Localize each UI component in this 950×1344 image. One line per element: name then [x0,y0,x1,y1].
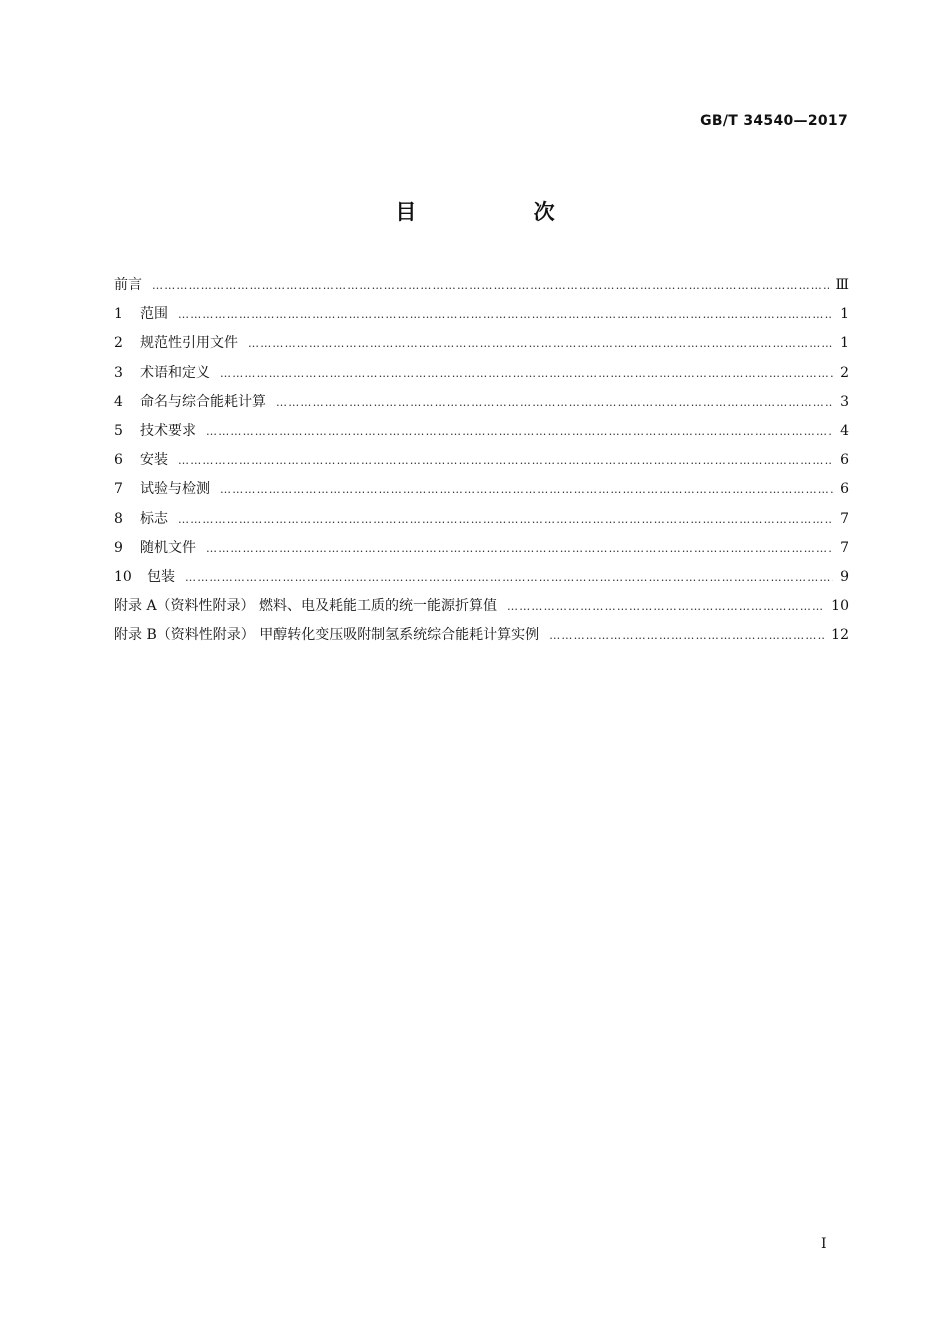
toc-leader-dots [178,446,833,475]
toc-entry-label: 附录 B（资料性附录） 甲醇转化变压吸附制氢系统综合能耗计算实例 [114,627,540,644]
toc-entry-installation[interactable] [114,446,849,475]
toc-entry-number: 2 [114,335,123,352]
toc-entry-page: 6 [840,481,849,498]
toc-leader-dots [185,563,833,592]
toc-leader-dots [276,388,833,417]
page-title: 目 次 [395,200,610,224]
toc-entry-marking[interactable] [114,505,849,534]
toc-entry-foreword[interactable] [114,271,849,300]
toc-entry-label: 标志 [140,510,168,527]
toc-entry-number: 1 [114,306,123,323]
toc-entry-page: 3 [840,393,849,410]
toc-entry-accompanying-documents[interactable] [114,534,849,563]
toc-entry-label: 术语和定义 [140,364,210,381]
toc-leader-dots [248,329,833,358]
toc-entry-number: 9 [114,539,123,556]
toc-entry-technical-requirements[interactable] [114,417,849,446]
toc-entry-label: 附录 A（资料性附录） 燃料、电及耗能工质的统一能源折算值 [114,598,498,615]
toc-entry-scope[interactable] [114,300,849,329]
toc-entry-naming-energy[interactable] [114,388,849,417]
toc-entry-label: 安装 [140,452,168,469]
toc-leader-dots [549,621,825,650]
toc-entry-label: 技术要求 [140,422,196,439]
toc-entry-number: 5 [114,422,123,439]
toc-entry-page: 12 [831,627,849,644]
toc-leader-dots [206,534,833,563]
table-of-contents [114,271,849,650]
toc-entry-number: 10 [114,568,132,585]
toc-leader-dots [178,505,833,534]
toc-entry-label: 包装 [147,568,175,585]
toc-leader-dots [206,417,833,446]
toc-entry-label: 随机文件 [140,539,196,556]
toc-entry-testing[interactable] [114,475,849,504]
toc-entry-page: 4 [840,422,849,439]
toc-entry-label: 规范性引用文件 [140,335,238,352]
page-number: I [821,1236,827,1252]
standard-number: GB/T 34540—2017 [700,113,848,129]
toc-leader-dots [220,359,833,388]
toc-entry-page: 1 [840,335,849,352]
toc-entry-number: 4 [114,393,123,410]
toc-entry-number: 3 [114,364,123,381]
toc-entry-page: 7 [840,539,849,556]
toc-leader-dots [220,475,833,504]
toc-leader-dots [507,592,825,621]
toc-entry-annex-a[interactable] [114,592,849,621]
toc-entry-page: 2 [840,364,849,381]
toc-entry-page: 7 [840,510,849,527]
toc-entry-page: 1 [840,306,849,323]
toc-entry-label: 命名与综合能耗计算 [140,393,266,410]
toc-entry-page: Ⅲ [835,277,849,293]
toc-entry-terms-definitions[interactable] [114,359,849,388]
toc-entry-label: 前言 [114,277,142,293]
toc-leader-dots [152,271,829,300]
toc-entry-packaging[interactable] [114,563,849,592]
toc-entry-page: 9 [840,568,849,585]
toc-entry-number: 7 [114,481,123,498]
toc-entry-label: 试验与检测 [140,481,210,498]
toc-entry-page: 6 [840,452,849,469]
toc-entry-page: 10 [831,598,849,615]
toc-entry-label: 范围 [140,306,168,323]
toc-leader-dots [178,300,833,329]
toc-entry-number: 6 [114,452,123,469]
toc-entry-normative-references[interactable] [114,329,849,358]
toc-entry-number: 8 [114,510,123,527]
toc-entry-annex-b[interactable] [114,621,849,650]
